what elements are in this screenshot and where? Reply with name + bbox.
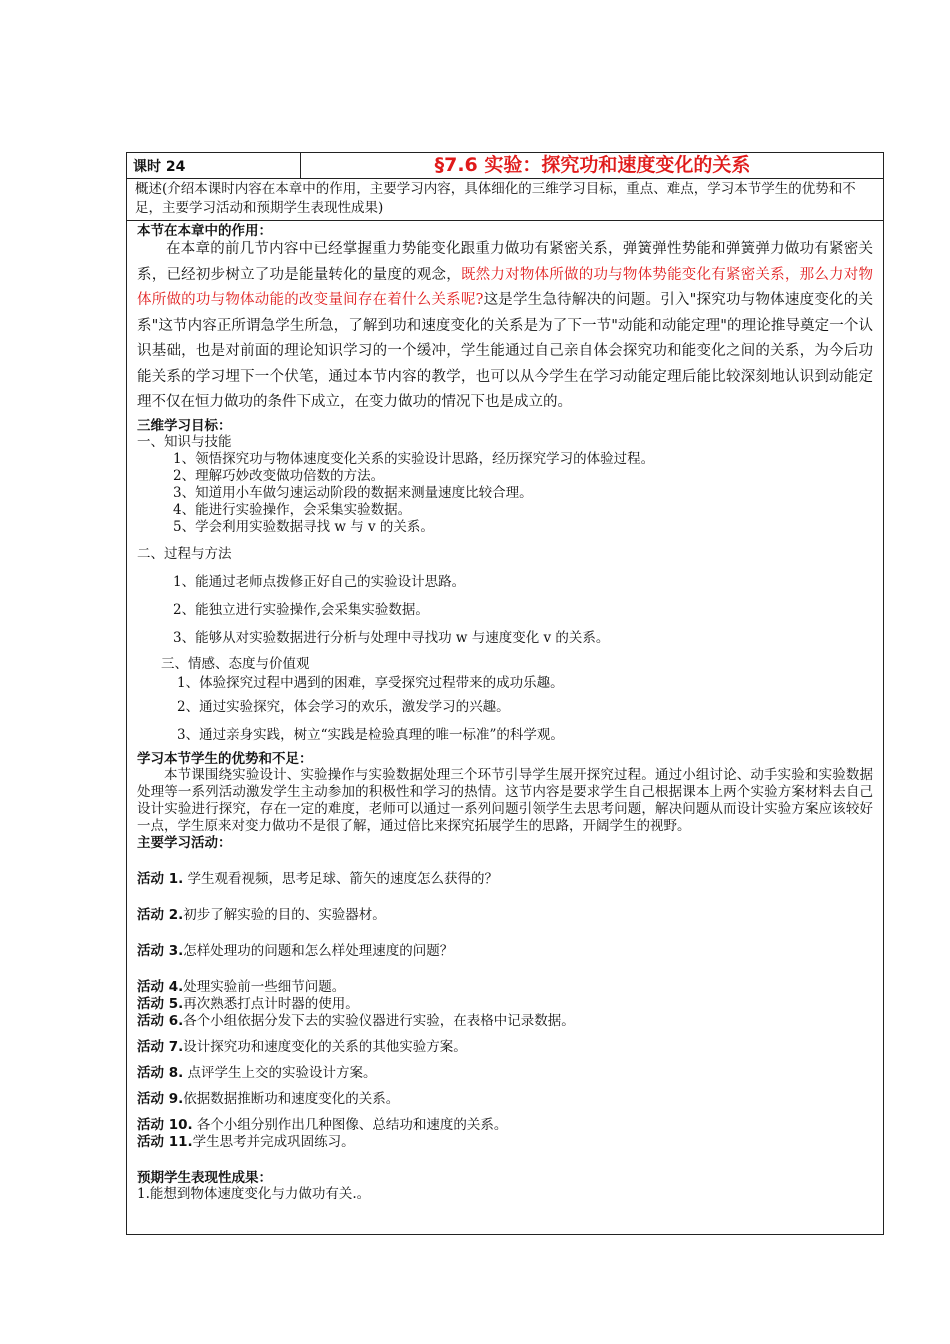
activity-label: 活动 10. xyxy=(137,1116,193,1133)
emotion-item: 3、通过亲身实践，树立“实践是检验真理的唯一标准”的科学观。 xyxy=(177,726,564,743)
main-content xyxy=(127,222,883,1203)
role-heading: 本节在本章中的作用： xyxy=(137,223,272,239)
activity-label: 活动 8. xyxy=(137,1064,184,1081)
knowledge-item: 1、领悟探究功与物体速度变化关系的实验设计思路，经历探究学习的体验过程。 xyxy=(173,450,655,467)
strengths-heading: 学习本节学生的优势和不足： xyxy=(137,750,313,767)
activity-label: 活动 9. xyxy=(137,1090,184,1107)
activity-item: 活动 1. 学生观看视频，思考足球、箭矢的速度怎么获得的？ xyxy=(137,870,499,887)
knowledge-item: 5、学会利用实验数据寻找 w 与 v 的关系。 xyxy=(173,518,434,535)
activity-item: 活动 2.初步了解实验的目的、实验器材。 xyxy=(137,906,386,923)
emotion-title: 三、情感、态度与价值观 xyxy=(161,655,310,672)
activity-label: 活动 2. xyxy=(137,906,184,923)
activity-label: 活动 6. xyxy=(137,1012,184,1029)
header-row xyxy=(127,153,883,179)
outcome-item: 1.能想到物体速度变化与力做功有关.。 xyxy=(137,1185,371,1202)
activity-label: 活动 7. xyxy=(137,1038,184,1055)
process-item: 2、能独立进行实验操作,会采集实验数据。 xyxy=(173,601,429,618)
knowledge-item: 4、能进行实验操作，会采集实验数据。 xyxy=(173,501,412,518)
emotion-item: 2、通过实验探究，体会学习的欢乐，激发学习的兴趣。 xyxy=(177,698,510,715)
activity-label: 活动 5. xyxy=(137,995,184,1012)
knowledge-item: 2、理解巧妙改变做功倍数的方法。 xyxy=(173,467,385,484)
strengths-paragraph: 本节课围绕实验设计、实验操作与实验数据处理三个环节引导学生展开探究过程。通过小组讨论、动手实验和实验数据处理等一系列活动激发学生主动参加的积极性和学习的热情。这节内容是要求学生自己根据课本上两个实验方案材料去自己设计实验进行探究，存在一定的难度，老师可以通过一系列问题引领学生去思考问题，解决问题从而设计实验方案应该较好一点，学生原来对变力做功不是很了解，通过倍比来探究拓展学生的思路，开阔学生的视野。 xyxy=(137,766,873,834)
goals-heading: 三维学习目标： xyxy=(137,417,232,434)
activity-item: 活动 10. 各个小组分别作出几种图像、总结功和速度的关系。 xyxy=(137,1116,508,1133)
activities-heading: 主要学习活动： xyxy=(137,834,232,851)
overview-row: 概述(介绍本课时内容在本章中的作用，主要学习内容，具体细化的三维学习目标，重点、难点，学习本节学生的优势和不足，主要学习活动和预期学生表现性成果) xyxy=(127,179,883,221)
activity-label: 活动 1. xyxy=(137,870,184,887)
activity-item: 活动 6.各个小组依据分发下去的实验仪器进行实验，在表格中记录数据。 xyxy=(137,1012,575,1029)
activity-item: 活动 5.再次熟悉打点计时器的使用。 xyxy=(137,995,359,1012)
activity-item: 活动 8. 点评学生上交的实验设计方案。 xyxy=(137,1064,377,1081)
activity-item: 活动 11.学生思考并完成巩固练习。 xyxy=(137,1133,355,1150)
activity-item: 活动 3.怎样处理功的问题和怎么样处理速度的问题？ xyxy=(137,942,454,959)
role-text-a: 在本章的前几节内容中已经掌握重力势能变化跟重力做功有紧密关系，弹簧弹性势能和弹簧弹力做功有紧密关系，已经初步树立了功是能量转化的量度的观念， xyxy=(137,241,873,283)
activity-label: 活动 11. xyxy=(137,1133,193,1150)
activity-label: 活动 3. xyxy=(137,942,184,959)
activity-item: 活动 4.处理实验前一些细节问题。 xyxy=(137,978,346,995)
lesson-title: §7.6 实验：探究功和速度变化的关系 xyxy=(434,154,751,176)
process-item: 1、能通过老师点拨修正好自己的实验设计思路。 xyxy=(173,573,466,590)
activity-item: 活动 7.设计探究功和速度变化的关系的其他实验方案。 xyxy=(137,1038,467,1055)
process-title: 二、过程与方法 xyxy=(137,545,232,562)
emotion-item: 1、体验探究过程中遇到的困难，享受探究过程带来的成功乐趣。 xyxy=(177,674,564,691)
knowledge-title: 一、知识与技能 xyxy=(137,433,232,450)
activity-label: 活动 4. xyxy=(137,978,184,995)
role-text-red: 既然力对物体所做的功与物体势能变化有紧密关系，那么力对物体所做的功与物体动能的改变量间存在着什么关系呢? xyxy=(137,266,873,308)
activity-item: 活动 9.依据数据推断功和速度变化的关系。 xyxy=(137,1090,400,1107)
outcomes-heading: 预期学生表现性成果： xyxy=(137,1169,272,1186)
role-text-b: 这是学生急待解决的问题。引入"探究功与物体速度变化的关系"这节内容正所谓急学生所急，了解到功和速度变化的关系是为了下一节"动能和动能定理"的理论推导奠定一个认识基础，也是对前面的理论知识学习的一个缓冲，学生能通过自己亲自体会探究功和能变化之间的关系，为今后功能关系的学习埋下一个伏笔，通过本节内容的教学，也可以从今学生在学习动能定理后能比较深刻地认识到动能定理不仅在恒力做功的条件下成立，在变力做功的情况下也是成立的。 xyxy=(137,292,873,410)
knowledge-item: 3、知道用小车做匀速运动阶段的数据来测量速度比较合理。 xyxy=(173,484,533,501)
lesson-number: 课时 24 xyxy=(127,153,301,178)
lesson-plan-table xyxy=(126,152,884,1235)
process-item: 3、能够从对实验数据进行分析与处理中寻找功 w 与速度变化 v 的关系。 xyxy=(173,629,610,646)
role-paragraph xyxy=(137,237,873,416)
